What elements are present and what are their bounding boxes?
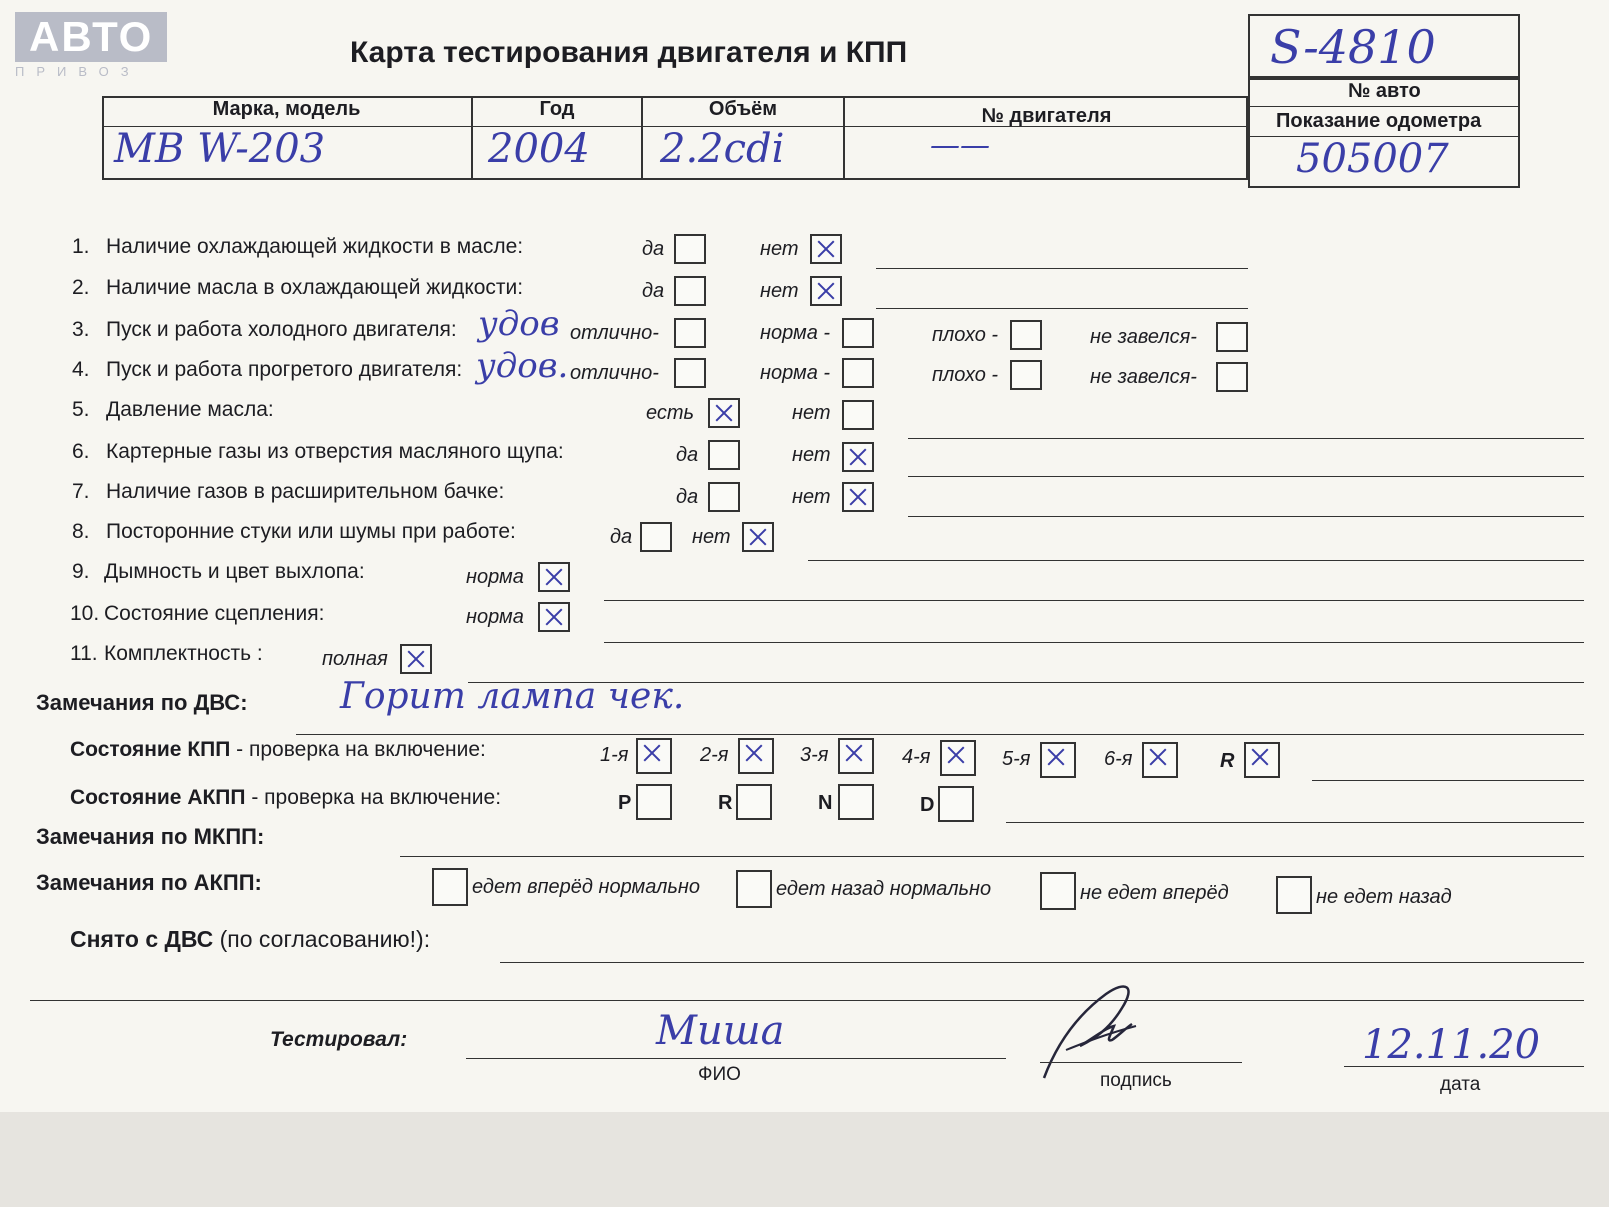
item-3-bad-checkbox[interactable]	[1010, 320, 1042, 350]
item-2-label: Наличие масла в охлаждающей жидкости:	[106, 276, 524, 299]
item-1-opt-no: нет	[760, 238, 799, 260]
kpp-gear-2-checkbox[interactable]	[738, 738, 774, 774]
akpp-mode-p-checkbox[interactable]	[636, 784, 672, 820]
kpp-gear-6-label: 6-я	[1104, 748, 1133, 770]
item-8-number: 8.	[72, 520, 90, 543]
item-1-number: 1.	[72, 235, 90, 258]
akpp-mode-r-label: R	[718, 792, 733, 814]
kpp-gear-2-label: 2-я	[700, 744, 729, 766]
item-4-opt-normal: норма -	[760, 362, 831, 384]
col-year: Год	[539, 98, 575, 120]
item-3-opt-normal: норма -	[760, 322, 831, 344]
item-10-opt-normal: норма	[466, 606, 524, 628]
akpp-forward-ok-checkbox[interactable]	[432, 868, 468, 906]
car-number-value: S-4810	[1270, 20, 1436, 74]
akpp-mode-r-checkbox[interactable]	[736, 784, 772, 820]
akpp-mode-d-checkbox[interactable]	[938, 786, 974, 822]
akpp-note-line	[1006, 822, 1584, 823]
item-4-excellent-checkbox[interactable]	[674, 358, 706, 388]
akpp-label-bold: Состояние АКПП	[70, 786, 246, 809]
item-3-excellent-checkbox[interactable]	[674, 318, 706, 348]
col-make-model: Марка, модель	[212, 98, 361, 120]
dvs-remarks-label: Замечания по ДВС:	[36, 690, 248, 715]
item-4-bad-checkbox[interactable]	[1010, 360, 1042, 390]
akpp-no-forward-checkbox[interactable]	[1040, 872, 1076, 910]
signature-line	[1040, 1062, 1242, 1063]
test-date: 12.11.20	[1362, 1022, 1541, 1068]
item-6-label: Картерные газы из отверстия масляного щупа:	[106, 440, 564, 463]
akpp-no-forward-label: не едет вперёд	[1080, 882, 1229, 904]
item-11-opt-complete: полная	[322, 648, 388, 670]
item-4-label: Пуск и работа прогретого двигателя:	[106, 358, 463, 381]
item-3-number: 3.	[72, 318, 90, 341]
kpp-gear-4-checkbox[interactable]	[940, 740, 976, 776]
item-3-label: Пуск и работа холодного двигателя:	[106, 318, 457, 341]
item-7-label: Наличие газов в расширительном бачке:	[106, 480, 505, 503]
item-5-number: 5.	[72, 398, 90, 421]
volume-value: 2.2cdi	[660, 126, 785, 172]
kpp-gear-r-checkbox[interactable]	[1244, 742, 1280, 778]
item-7-no-checkbox[interactable]	[842, 482, 874, 512]
kpp-label-rest: - проверка на включение:	[230, 738, 486, 761]
item-1-opt-yes: да	[642, 238, 665, 260]
item-8-opt-yes: да	[610, 526, 633, 548]
signature-caption: подпись	[1100, 1070, 1172, 1091]
tested-by-label: Тестировал:	[270, 1028, 408, 1051]
akpp-no-reverse-label: не едет назад	[1316, 886, 1452, 908]
scan-background	[0, 1112, 1609, 1207]
kpp-gear-r-label: R	[1220, 750, 1235, 772]
item-11-label: Комплектность :	[104, 642, 263, 665]
item-8-opt-no: нет	[692, 526, 731, 548]
item-9-label: Дымность и цвет выхлопа:	[104, 560, 365, 583]
item-7-number: 7.	[72, 480, 90, 503]
item-4-opt-excellent: отлично-	[570, 362, 659, 384]
car-number-box	[1248, 14, 1520, 78]
item-4-opt-no-start: не завелся-	[1090, 366, 1197, 388]
item-6-note-line	[908, 476, 1584, 477]
item-3-opt-excellent: отлично-	[570, 322, 659, 344]
kpp-gear-4-label: 4-я	[902, 746, 931, 768]
year-value: 2004	[488, 126, 590, 172]
item-6-yes-checkbox[interactable]	[708, 440, 740, 470]
kpp-gear-1-label: 1-я	[600, 744, 629, 766]
kpp-gear-1-checkbox[interactable]	[636, 738, 672, 774]
form-title: Карта тестирования двигателя и КПП	[350, 36, 908, 69]
tester-name-caption: ФИО	[698, 1064, 741, 1085]
akpp-mode-n-label: N	[818, 792, 833, 814]
item-10-label: Состояние сцепления:	[104, 602, 325, 625]
item-2-opt-yes: да	[642, 280, 665, 302]
item-11-complete-checkbox[interactable]	[400, 644, 432, 674]
item-5-opt-no: нет	[792, 402, 831, 424]
item-3-opt-no-start: не завелся-	[1090, 326, 1197, 348]
removed-line-2	[30, 1000, 1584, 1001]
kpp-label-bold: Состояние КПП	[70, 738, 231, 761]
item-5-yes-checkbox[interactable]	[708, 398, 740, 428]
col-engine-number: № двигателя	[981, 105, 1112, 127]
date-caption: дата	[1440, 1074, 1481, 1095]
akpp-label	[70, 786, 501, 810]
akpp-forward-ok-label: едет вперёд нормально	[472, 876, 701, 898]
item-7-yes-checkbox[interactable]	[708, 482, 740, 512]
item-5-no-checkbox[interactable]	[842, 400, 874, 430]
kpp-gear-6-checkbox[interactable]	[1142, 742, 1178, 778]
item-2-no-checkbox[interactable]	[810, 276, 842, 306]
item-3-no-start-checkbox[interactable]	[1216, 322, 1248, 352]
item-4-normal-checkbox[interactable]	[842, 358, 874, 388]
kpp-note-line	[1312, 780, 1584, 781]
removed-label-bold: Снято с ДВС	[70, 926, 214, 952]
akpp-remarks-label: Замечания по АКПП:	[36, 870, 262, 895]
akpp-mode-n-checkbox[interactable]	[838, 784, 874, 820]
kpp-gear-5-label: 5-я	[1002, 748, 1031, 770]
item-7-note-line	[908, 516, 1584, 517]
item-8-no-checkbox[interactable]	[742, 522, 774, 552]
item-5-note-line	[908, 438, 1584, 439]
item-6-no-checkbox[interactable]	[842, 442, 874, 472]
item-4-note: удов.	[476, 346, 569, 386]
mkpp-remarks-label: Замечания по МКПП:	[36, 824, 265, 849]
item-3-opt-bad: плохо -	[932, 324, 999, 346]
engine-number-value: ——	[930, 128, 990, 163]
car-number-label: № авто	[1348, 80, 1421, 102]
item-2-opt-no: нет	[760, 280, 799, 302]
item-1-label: Наличие охлаждающей жидкости в масле:	[106, 235, 524, 258]
odometer-label: Показание одометра	[1276, 110, 1482, 132]
tester-name-line	[466, 1058, 1006, 1059]
item-6-opt-no: нет	[792, 444, 831, 466]
akpp-reverse-ok-label: едет назад нормально	[776, 878, 992, 900]
removed-label-rest: (по согласованию!):	[213, 926, 431, 952]
item-9-opt-normal: норма	[466, 566, 524, 588]
kpp-label	[70, 738, 486, 762]
col-volume: Объём	[708, 98, 778, 120]
item-10-number: 10.	[70, 602, 100, 625]
item-9-note-line	[604, 600, 1584, 601]
kpp-gear-3-checkbox[interactable]	[838, 738, 874, 774]
item-8-label: Посторонние стуки или шумы при работе:	[106, 520, 516, 543]
item-4-number: 4.	[72, 358, 90, 381]
item-7-opt-yes: да	[676, 486, 699, 508]
date-line	[1344, 1066, 1584, 1067]
item-4-no-start-checkbox[interactable]	[1216, 362, 1248, 392]
mkpp-remarks-line	[400, 856, 1584, 857]
item-8-yes-checkbox[interactable]	[640, 522, 672, 552]
tester-name: Миша	[656, 1008, 785, 1054]
akpp-no-reverse-checkbox[interactable]	[1276, 876, 1312, 914]
avto-privoz-logo	[15, 12, 167, 79]
item-2-note-line	[876, 308, 1248, 309]
kpp-gear-5-checkbox[interactable]	[1040, 742, 1076, 778]
removed-line	[500, 962, 1584, 963]
item-7-opt-no: нет	[792, 486, 831, 508]
item-2-number: 2.	[72, 276, 90, 299]
item-10-normal-checkbox[interactable]	[538, 602, 570, 632]
akpp-mode-d-label: D	[920, 794, 935, 816]
item-8-note-line	[808, 560, 1584, 561]
item-9-normal-checkbox[interactable]	[538, 562, 570, 592]
item-1-no-checkbox[interactable]	[810, 234, 842, 264]
item-1-yes-checkbox[interactable]	[674, 234, 706, 264]
item-1-note-line	[876, 268, 1248, 269]
item-6-opt-yes: да	[676, 444, 699, 466]
item-4-opt-bad: плохо -	[932, 364, 999, 386]
item-2-yes-checkbox[interactable]	[674, 276, 706, 306]
logo-main-text: АВТО	[15, 12, 167, 62]
dvs-remarks-value: Горит лампа чек.	[340, 676, 685, 717]
item-11-number: 11.	[70, 642, 98, 665]
item-6-number: 6.	[72, 440, 90, 463]
akpp-mode-p-label: P	[618, 792, 632, 814]
item-10-note-line	[604, 642, 1584, 643]
item-3-normal-checkbox[interactable]	[842, 318, 874, 348]
odometer-sep-1	[1248, 106, 1520, 107]
dvs-remarks-line	[296, 734, 1584, 735]
item-5-label: Давление масла:	[106, 398, 274, 421]
odometer-value: 505007	[1296, 136, 1449, 182]
removed-label	[70, 926, 430, 953]
kpp-gear-3-label: 3-я	[800, 744, 829, 766]
item-5-opt-yes: есть	[646, 402, 695, 424]
akpp-label-rest: - проверка на включение:	[245, 786, 502, 809]
item-3-note: удов	[478, 304, 560, 344]
item-9-number: 9.	[72, 560, 90, 583]
make-model-value: MB W-203	[114, 126, 326, 172]
logo-sub-text: ПРИВОЗ	[15, 64, 141, 79]
akpp-reverse-ok-checkbox[interactable]	[736, 870, 772, 908]
